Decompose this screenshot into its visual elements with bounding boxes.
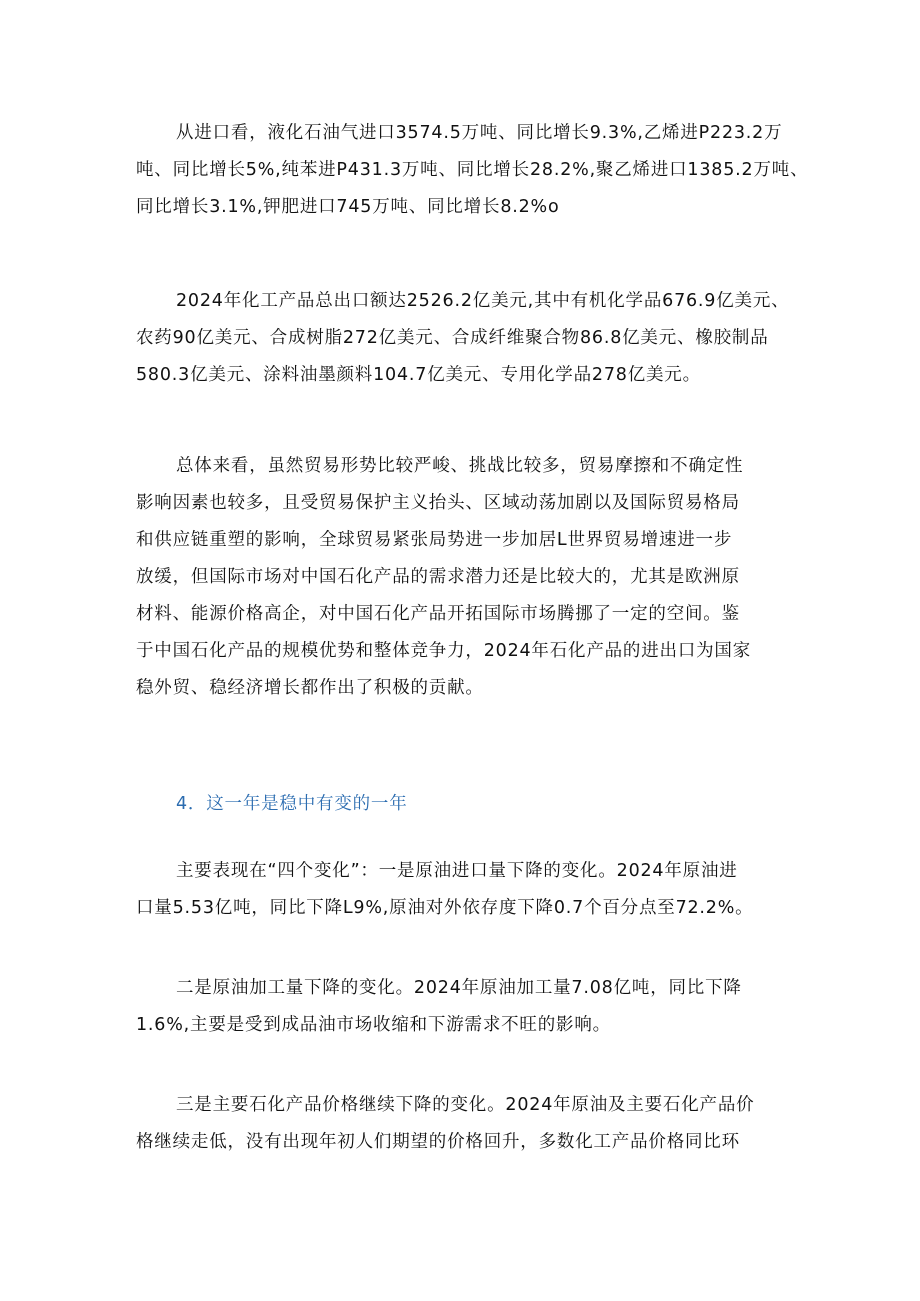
paragraph-line: 同比增长3.1%,钾肥进口745万吨、同比增长8.2%o — [136, 197, 560, 217]
section-heading: 4．这一年是稳中有变的一年 — [176, 794, 408, 814]
paragraph-line: 材料、能源价格高企，对中国石化产品开拓国际市场腾挪了一定的空间。鉴 — [136, 604, 740, 624]
paragraph-line: 吨、同比增长5%,纯苯进P431.3万吨、同比增长28.2%,聚乙烯进口1385.2万吨、 — [136, 160, 809, 180]
paragraph-line: 农药90亿美元、合成树脂272亿美元、合成纤维聚合物86.8亿美元、橡胶制品 — [136, 328, 769, 348]
paragraph-change-2 — [136, 970, 796, 1044]
paragraph-line: 影响因素也较多，且受贸易保护主义抬头、区域动荡加剧以及国际贸易格局 — [136, 493, 740, 513]
paragraph-line: 从进口看，液化石油气进口3574.5万吨、同比增长9.3%,乙烯进P223.2万 — [176, 123, 783, 143]
paragraph-line: 放缓，但国际市场对中国石化产品的需求潜力还是比较大的，尤其是欧洲原 — [136, 567, 740, 587]
paragraph-line: 主要表现在“四个变化”：一是原油进口量下降的变化。2024年原油进 — [176, 861, 738, 881]
paragraph-change-1 — [136, 853, 796, 927]
paragraph-line: 2024年化工产品总出口额达2526.2亿美元,其中有机化学品676.9亿美元、 — [176, 291, 790, 311]
paragraph-change-3 — [136, 1087, 796, 1161]
paragraph-line: 二是原油加工量下降的变化。2024年原油加工量7.08亿吨，同比下降 — [176, 978, 742, 998]
paragraph-imports — [136, 115, 809, 226]
paragraph-line: 580.3亿美元、涂料油墨颜料104.7亿美元、专用化学品278亿美元。 — [136, 365, 701, 385]
paragraph-exports — [136, 283, 796, 394]
paragraph-overall — [136, 448, 796, 707]
paragraph-line: 总体来看，虽然贸易形势比较严峻、挑战比较多，贸易摩擦和不确定性 — [176, 456, 744, 476]
paragraph-line: 1.6%,主要是受到成品油市场收缩和下游需求不旺的影响。 — [136, 1015, 611, 1035]
paragraph-line: 格继续走低，没有出现年初人们期望的价格回升，多数化工产品价格同比环 — [136, 1132, 740, 1152]
paragraph-line: 口量5.53亿吨，同比下降L9%,原油对外依存度下降0.7个百分点至72.2%。 — [136, 898, 754, 918]
paragraph-line: 稳外贸、稳经济增长都作出了积极的贡献。 — [136, 678, 484, 698]
paragraph-line: 和供应链重塑的影响，全球贸易紧张局势进一步加居L世界贸易增速进一步 — [136, 530, 733, 550]
paragraph-line: 三是主要石化产品价格继续下降的变化。2024年原油及主要石化产品价 — [176, 1095, 755, 1115]
paragraph-line: 于中国石化产品的规模优势和整体竞争力，2024年石化产品的进出口为国家 — [136, 641, 752, 661]
